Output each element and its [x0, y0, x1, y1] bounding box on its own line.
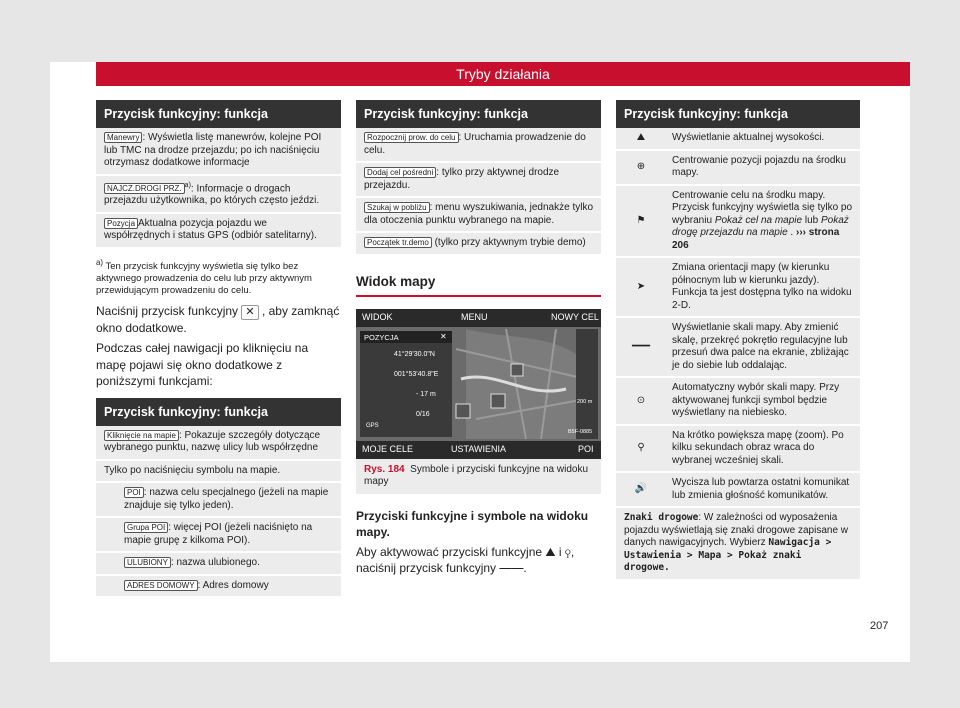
map-illustration	[356, 309, 601, 459]
zoom-icon: ⚲	[637, 442, 645, 453]
table-header: Przycisk funkcyjny: funkcja	[96, 398, 341, 426]
table-row	[96, 214, 341, 249]
menu-ref: Pokaż drogę przejazdu na mapie	[672, 214, 849, 238]
footnote-text: Ten przycisk funkcyjny wyświetla się tylko bez aktywnego prowadzenia do celu lub przy aktywnym przewidującym prowadzeniu do celu.	[96, 260, 312, 296]
speaker-icon: 🔊	[634, 483, 648, 495]
softkey-label: NAJCZ.DROGI PRZ.	[104, 183, 185, 194]
figure-caption	[356, 459, 601, 494]
close-icon: ✕	[440, 331, 447, 341]
center-destination-icon: ⚑	[636, 214, 646, 226]
altitude-icon: ⛰	[636, 132, 646, 143]
figure-code: B5F-0885	[568, 428, 593, 435]
column-2	[356, 100, 601, 581]
footnote	[96, 257, 341, 297]
compass-icon: ➤	[636, 280, 646, 292]
figure-label: Rys. 184	[364, 463, 405, 475]
paragraph: Podczas całej nawigacji po kliknięciu na mapę pojawi się okno dodatkowe z poniższymi funkcjami:	[96, 341, 309, 389]
row-text: : Adres domowy	[197, 579, 269, 591]
menu-key: Znaki drogowe	[624, 512, 699, 523]
softkey-label: Kliknięcie na mapie	[104, 430, 179, 441]
table-header: Przycisk funkcyjny: funkcja	[96, 100, 341, 128]
row-text: : menu wyszukiwania, jednakże tylko dla otoczenia punktu wybranego na mapie.	[364, 202, 594, 226]
page-header-title: Tryby działania	[456, 66, 550, 82]
row-text: Wycisza lub powtarza ostatni komunikat lub zmienia głośność komunikatów.	[672, 477, 850, 501]
table-row	[616, 473, 860, 508]
section-title: Widok mapy	[356, 274, 601, 297]
softkey-label: ULUBIONY	[124, 557, 171, 568]
row-text: : W zależności od wyposażenia pojazdu wyświetlają się znaki drogowe zapisane w danych nawigacyjnych. Wybierz	[624, 512, 849, 548]
table-row	[616, 508, 860, 581]
table-row: Tylko po naciśnięciu symbolu na mapie.	[96, 461, 341, 484]
softkey-label: POI	[124, 487, 144, 498]
map-satellites: 0/16	[416, 410, 430, 418]
page-header	[96, 62, 910, 86]
map-latitude: 41°29'30.0"N	[394, 350, 435, 358]
close-icon: ✕	[241, 305, 258, 320]
scale-icon: ━━	[499, 561, 524, 575]
table-row	[616, 128, 860, 151]
paragraph-text: i	[558, 544, 562, 559]
softkey-label: Rozpocznij prow. do celu	[364, 132, 459, 143]
zoom-icon: ⚲	[564, 544, 571, 559]
row-text-part: lub	[802, 214, 821, 226]
menu-ref: Pokaż cel na mapie	[714, 214, 803, 226]
table-row	[96, 518, 341, 553]
map-button-poi: POI	[578, 443, 594, 454]
menu-path: Nawigacja > Ustawienia > Mapa > Pokaż znaki drogowe.	[624, 537, 832, 573]
table-row	[356, 163, 601, 198]
table-row	[616, 258, 860, 318]
table-row	[96, 128, 341, 176]
map-scale-label: 200 m	[577, 398, 593, 405]
softkey-label: ADRES DOMOWY	[124, 580, 198, 591]
paragraph-text: Naciśnij przycisk funkcyjny	[96, 303, 239, 318]
row-text: Centrowanie pozycji pojazdu na środku mapy.	[672, 154, 846, 178]
row-text: Zmiana orientacji mapy (w kierunku północnym lub w kierunku jazdy). Funkcja ta jest dostępna tylko na widoku 2-D.	[672, 262, 852, 311]
table-row	[96, 176, 341, 214]
page-number: 207	[870, 620, 889, 632]
table-header: Przycisk funkcyjny: funkcja	[616, 100, 860, 128]
paragraph-text: Aby aktywować przyciski funkcyjne	[356, 544, 543, 559]
table-row	[616, 151, 860, 186]
subheading: Przyciski funkcyjne i symbole na widoku mapy.	[356, 508, 589, 539]
paragraph-text: .	[523, 561, 527, 575]
auto-zoom-icon: ⊙	[636, 394, 646, 406]
map-button-settings: USTAWIENIA	[451, 443, 507, 454]
footnote-mark: a)	[184, 181, 191, 189]
map-button-new-destination: NOWY CEL	[551, 311, 599, 322]
row-text: Aktualna pozycja pojazdu we współrzędnych i status GPS (odbiór satelitarny).	[104, 217, 317, 242]
figure-caption-text: Symbole i przyciski funkcyjne na widoku mapy	[364, 463, 589, 487]
softkey-label: Dodaj cel pośredni	[364, 167, 436, 178]
center-position-icon: ⊕	[636, 160, 646, 172]
row-text: : tylko przy aktywnej drodze przejazdu.	[364, 167, 560, 191]
map-button-my-destinations: MOJE CELE	[362, 443, 414, 454]
page-reference: ››› strona 206	[672, 227, 840, 251]
map-gps-label: GPS	[366, 422, 379, 429]
column-1	[96, 100, 341, 598]
row-text: Wyświetlanie skali mapy. Aby zmienić skalę, przekręć pokrętło regulacyjne lub przesuń dwa palce na ekranie, zbliżając je do siebie lub oddalając.	[672, 322, 849, 371]
row-text: Wyświetlanie aktualnej wysokości.	[672, 132, 825, 143]
softkey-label: Początek tr.demo	[364, 237, 432, 248]
row-text: : Uruchamia prowadzenie do celu.	[364, 132, 586, 156]
scale-icon: ━━━	[631, 340, 651, 352]
table-header: Przycisk funkcyjny: funkcja	[356, 100, 601, 128]
paragraph	[96, 303, 341, 337]
table-row	[616, 378, 860, 426]
row-text: : Wyświetla listę manewrów, kolejne POI lub TMC na drodze przejazdu; po ich naciśnięciu otrzymasz dodatkowe informacje	[104, 132, 322, 168]
softkey-label: Pozycja	[104, 218, 138, 229]
row-text-part: Centrowanie celu na środku mapy. Przycisk funkcyjny wyświetla się tylko po wybraniu	[672, 189, 853, 226]
table-row	[616, 318, 860, 378]
softkey-label: Grupa POI	[124, 522, 168, 533]
map-button-menu: MENU	[461, 311, 488, 322]
table-row	[96, 553, 341, 576]
table-row	[96, 483, 341, 518]
map-button-view: WIDOK	[362, 311, 393, 322]
map-position-title: POZYCJA	[364, 332, 399, 342]
row-text: : więcej POI (jeżeli naciśnięto na mapie grupę z kilkoma POI).	[124, 522, 313, 546]
map-altitude: - 17 m	[416, 390, 436, 398]
map-longitude: 001°53'40.8"E	[394, 370, 439, 378]
softkey-label: Manewry	[104, 132, 142, 143]
column-3	[616, 100, 860, 581]
map-figure	[356, 309, 601, 459]
table-row	[356, 198, 601, 233]
softkey-label: Szukaj w pobliżu	[364, 202, 430, 213]
table-row	[616, 426, 860, 474]
row-text: Na krótko powiększa mapę (zoom). Po kilku sekundach obraz wraca do wybranej wcześniej skali.	[672, 429, 844, 466]
table-row	[96, 576, 341, 599]
paragraph-text: , naciśnij przycisk funkcyjny	[356, 544, 575, 575]
row-text: : Pokazuje szczegóły dotyczące wybranego punktu, nazwę ulicy lub współrzędne	[104, 429, 321, 454]
paragraph-text: , aby zamknąć okno dodatkowe.	[96, 303, 340, 335]
row-text-part: .	[787, 227, 796, 238]
footnote-mark: a)	[96, 257, 104, 267]
row-text: Automatyczny wybór skali mapy. Przy aktywowanej funkcji symbol będzie wyświetlany na niebiesko.	[672, 382, 840, 418]
table-row	[356, 233, 601, 256]
table-row	[356, 128, 601, 163]
paragraph	[356, 544, 601, 577]
row-text: (tylko przy aktywnym trybie demo)	[434, 237, 586, 248]
table-row	[96, 426, 341, 461]
row-text: : nazwa ulubionego.	[170, 557, 260, 569]
altitude-icon: ⛰	[545, 544, 556, 559]
row-text: : Informacje o drogach przejazdu użytkownika, po których często jeździ.	[104, 182, 320, 207]
row-text: : nazwa celu specjalnego (jeżeli na mapie znajduje się tylko jeden).	[124, 487, 329, 511]
table-row	[616, 186, 860, 259]
row-text	[666, 186, 860, 257]
